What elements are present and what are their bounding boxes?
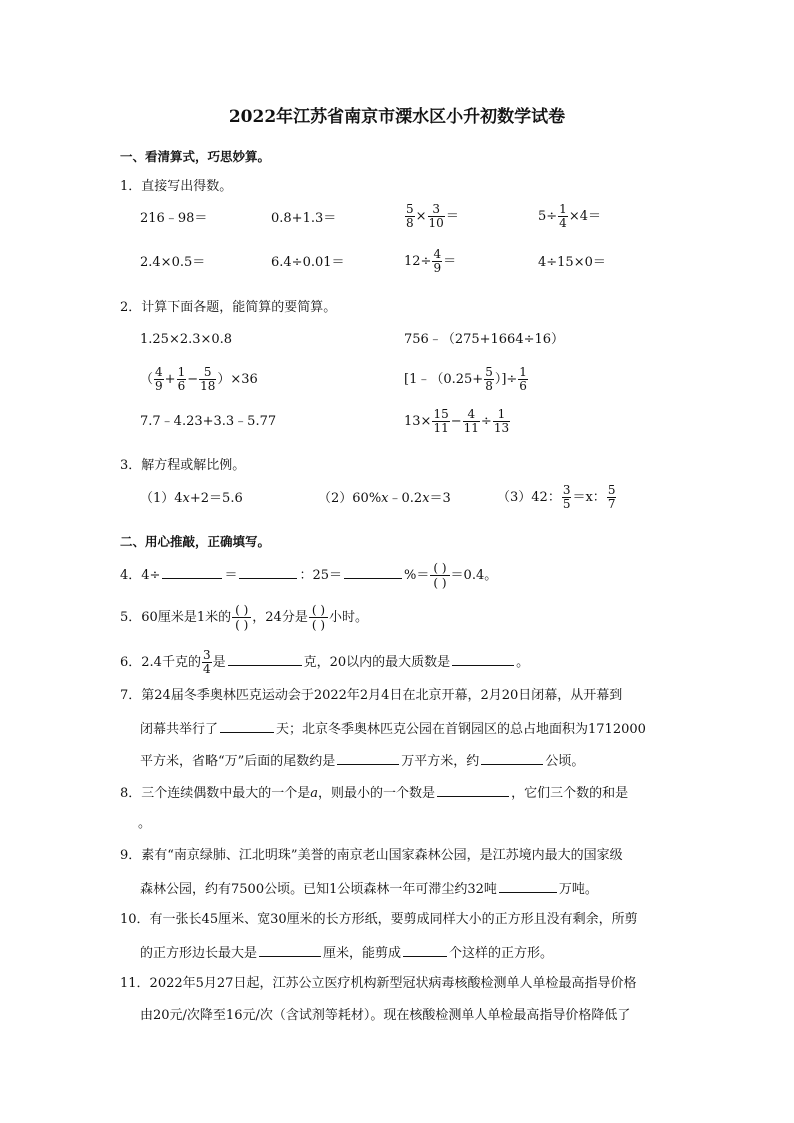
q1-b: 0.8+1.3＝	[271, 211, 337, 226]
fraction: $\frac{3}{10}$	[428, 202, 444, 230]
q6: 6．2.4千克的 $\frac{3}{4}$ 是 克，20以内的最大质数是 。	[120, 648, 530, 676]
answer-blank[interactable]	[437, 783, 509, 797]
q1-f: 6.4÷0.01＝	[271, 255, 345, 270]
answer-blank[interactable]	[499, 879, 557, 893]
q5: 5．60厘米是1米的 ( ) ( ) ，24分是 ( ) ( ) 小时。	[120, 603, 369, 632]
q2-label: 2．计算下面各题，能简算的要简算。	[120, 300, 337, 315]
q3-a: （1）4x+2＝5.6	[140, 491, 243, 506]
answer-blank[interactable]	[228, 652, 302, 666]
fraction: $\frac{3}{5}$	[562, 483, 571, 511]
fraction: $\frac{4}{11}$	[463, 407, 479, 435]
q10-line1: 10．有一张长45厘米、宽30厘米的长方形纸，要剪成同样大小的正方形且没有剩余，所剪	[120, 912, 638, 927]
fraction: $\frac{1}{6}$	[519, 365, 527, 393]
q2-f: 13× $\frac{15}{11}$ − $\frac{4}{11}$ ÷ $\frac{1}{13}$	[404, 407, 510, 435]
q1-a: 216﹣98＝	[140, 211, 208, 226]
q1-h: 4÷15×0＝	[538, 255, 606, 270]
q1-d: 5÷ $\frac{1}{4}$ ×4＝	[538, 202, 601, 230]
fraction: $\frac{1}{6}$	[177, 365, 186, 393]
q1-e: 2.4×0.5＝	[140, 255, 206, 270]
q2-d: [1﹣（0.25+ $\frac{5}{8}$ ）]÷ $\frac{1}{6}$	[404, 365, 527, 393]
fraction: $\frac{4}{9}$	[155, 365, 163, 393]
q2-a: 1.25×2.3×0.8	[140, 332, 233, 347]
fraction: $\frac{3}{4}$	[202, 648, 211, 676]
q3-b: （2）60%x﹣0.2x＝3	[318, 491, 451, 506]
q2-c: （ $\frac{4}{9}$ + $\frac{1}{6}$ − $\frac{5}{18}$ ）×36	[140, 365, 258, 393]
q11-line2: 由20元/次降至16元/次（含试剂等耗材）。现在核酸检测单人单检最高指导价格降低了	[140, 1008, 631, 1023]
q9-line1: 9．素有“南京绿肺、江北明珠”美誉的南京老山国家森林公园，是江苏境内最大的国家级	[120, 848, 623, 863]
answer-blank[interactable]	[239, 565, 297, 579]
answer-blank[interactable]	[220, 719, 274, 733]
answer-blank[interactable]	[162, 565, 222, 579]
answer-blank[interactable]	[337, 751, 399, 765]
answer-blank[interactable]	[481, 751, 543, 765]
q4: 4．4÷ ＝ ：25＝ %＝ ( ) ( ) ＝0.4。	[120, 561, 498, 590]
page-title: 2022年江苏省南京市溧水区小升初数学试卷	[228, 107, 566, 127]
q7-line1: 7．第24届冬季奥林匹克运动会于2022年2月4日在北京开幕，2月20日闭幕，从开幕到	[120, 688, 623, 703]
fraction: $\frac{5}{8}$	[406, 202, 414, 230]
q8-line2: 。	[138, 816, 152, 831]
q3-label: 3．解方程或解比例。	[120, 458, 246, 473]
q2-b: 756﹣（275+1664÷16）	[404, 332, 565, 347]
blank-fraction[interactable]: ( ) ( )	[232, 603, 251, 632]
q7-line2: 闭幕共举行了 天；北京冬季奥林匹克公园在首钢园区的总占地面积为1712000	[140, 719, 646, 739]
answer-blank[interactable]	[452, 652, 514, 666]
fraction: $\frac{1}{4}$	[559, 202, 567, 230]
blank-fraction[interactable]: ( ) ( )	[309, 603, 328, 632]
fraction: $\frac{15}{11}$	[433, 407, 449, 435]
q2-e: 7.7﹣4.23+3.3﹣5.77	[140, 414, 277, 429]
fraction: $\frac{5}{8}$	[485, 365, 493, 393]
q7-line3: 平方米，省略“万”后面的尾数约是 万平方米，约 公顷。	[140, 751, 584, 771]
q11-line1: 11．2022年5月27日起，江苏公立医疗机构新型冠状病毒核酸检测单人单检最高指导价格	[120, 976, 637, 991]
q1-g: 12÷ $\frac{4}{9}$ ＝	[404, 247, 457, 275]
section-1-heading: 一、看清算式，巧思妙算。	[120, 149, 271, 164]
fraction: $\frac{4}{9}$	[433, 247, 442, 275]
q9-line2: 森林公园，约有7500公顷。已知1公顷森林一年可滞尘约32吨 万吨。	[140, 879, 598, 899]
fraction: $\frac{1}{13}$	[493, 407, 510, 435]
blank-fraction[interactable]: ( ) ( )	[430, 561, 449, 590]
fraction: $\frac{5}{7}$	[607, 483, 616, 511]
q1-c: $\frac{5}{8}$ × $\frac{3}{10}$ ＝	[406, 202, 459, 230]
fraction: $\frac{5}{18}$	[200, 365, 216, 393]
q3-c: （3）42： $\frac{3}{5}$ ＝x： $\frac{5}{7}$	[497, 483, 616, 511]
section-2-heading: 二、用心推敲，正确填写。	[120, 534, 271, 549]
answer-blank[interactable]	[259, 943, 321, 957]
q10-line2: 的正方形边长最大是 厘米，能剪成 个这样的正方形。	[140, 943, 553, 963]
answer-blank[interactable]	[344, 565, 402, 579]
q1-label: 1．直接写出得数。	[120, 179, 233, 194]
q8-line1: 8．三个连续偶数中最大的一个是a，则最小的一个数是 ，它们三个数的和是	[120, 783, 628, 803]
answer-blank[interactable]	[403, 943, 447, 957]
